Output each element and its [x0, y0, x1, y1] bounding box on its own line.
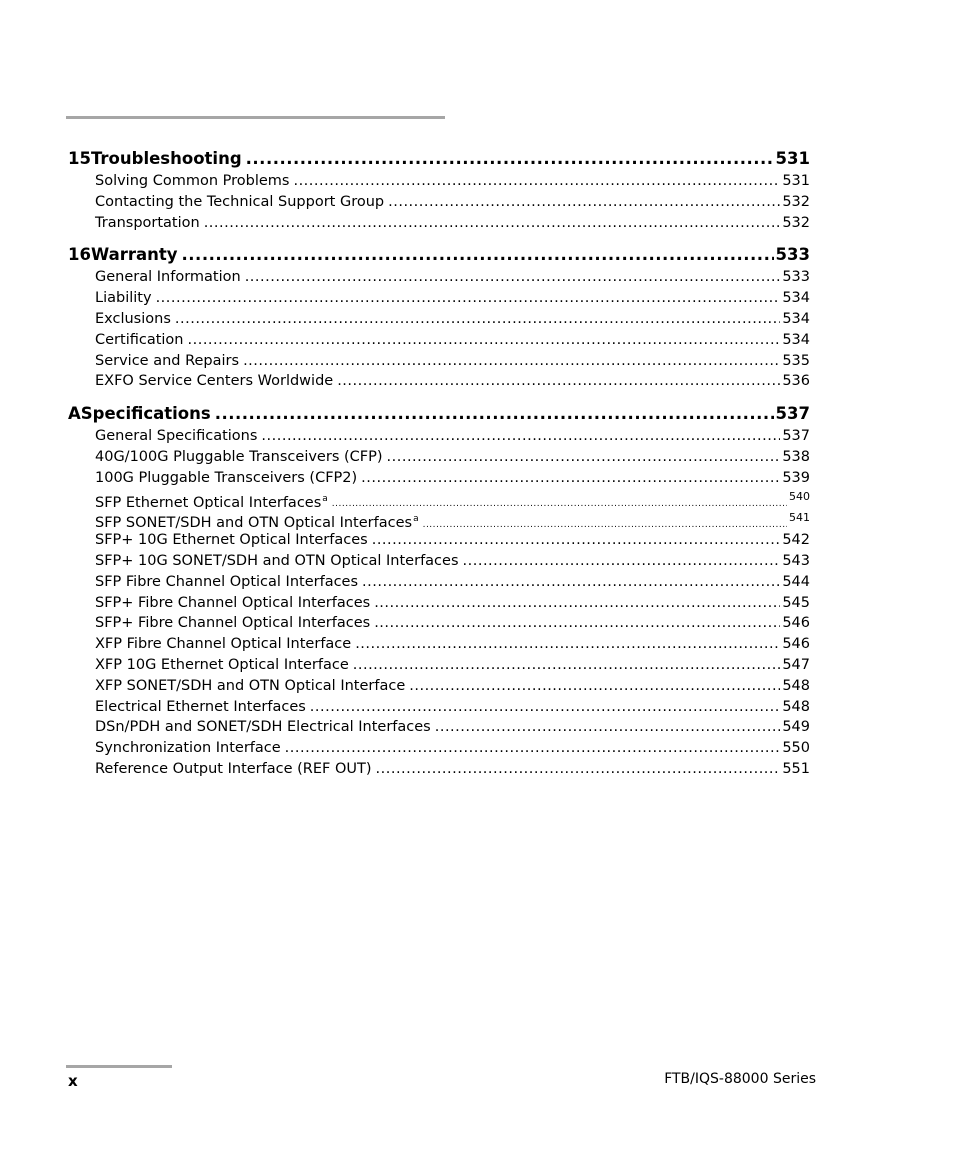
dot-leader	[374, 593, 780, 614]
dot-leader	[245, 267, 781, 288]
page-number: 534	[782, 290, 810, 307]
dot-leader	[435, 717, 781, 738]
chapter-number: 16	[68, 245, 91, 265]
page-number: 544	[782, 573, 810, 590]
dot-leader	[293, 171, 780, 192]
entry-title: Certification	[95, 331, 184, 348]
toc-entry[interactable]	[68, 759, 810, 780]
toc-chapter-heading[interactable]	[68, 147, 810, 171]
page-number: 545	[782, 594, 810, 611]
page-number: 534	[782, 331, 810, 348]
chapter-number: A	[68, 404, 81, 424]
toc-entry[interactable]	[68, 468, 810, 489]
dot-leader	[337, 371, 780, 392]
dot-leader	[156, 288, 781, 309]
page-number: 532	[782, 214, 810, 231]
dot-leader	[374, 613, 780, 634]
page-number: 537	[782, 428, 810, 445]
dot-leader	[353, 655, 781, 676]
page-number: 537	[775, 404, 810, 424]
page-number: 548	[782, 698, 810, 715]
toc-entry[interactable]	[68, 267, 810, 288]
page-number: 547	[782, 656, 810, 673]
entry-title: DSn/PDH and SONET/SDH Electrical Interfaces	[95, 719, 431, 736]
page-number: 542	[782, 532, 810, 549]
page-number: 543	[782, 552, 810, 569]
dot-leader	[246, 147, 774, 171]
toc-entry[interactable]	[68, 351, 810, 372]
dot-leader	[355, 634, 780, 655]
dot-leader	[372, 530, 781, 551]
page-number: 551	[782, 760, 810, 777]
dot-leader	[182, 243, 774, 267]
entry-title: Liability	[95, 290, 152, 307]
toc-entry[interactable]	[68, 572, 810, 593]
toc-entry[interactable]	[68, 634, 810, 655]
toc-entry[interactable]	[68, 288, 810, 309]
dot-leader	[310, 697, 781, 718]
entry-title: Reference Output Interface (REF OUT)	[95, 760, 372, 777]
page-number: 538	[782, 448, 810, 465]
toc-chapter-heading[interactable]	[68, 402, 810, 426]
dot-leader	[409, 676, 780, 697]
page-number: 546	[782, 636, 810, 653]
footer-rule	[66, 1065, 172, 1068]
dot-leader	[362, 572, 780, 593]
page-number: 535	[782, 352, 810, 369]
page-number: 534	[782, 310, 810, 327]
entry-title-text: SFP SONET/SDH and OTN Optical Interfaces	[95, 515, 413, 531]
toc-chapter-16	[68, 243, 810, 392]
page-number: 532	[782, 193, 810, 210]
toc-entry[interactable]	[68, 447, 810, 468]
toc-entry[interactable]	[68, 426, 810, 447]
entry-title: General Information	[95, 269, 241, 286]
toc-entry[interactable]	[68, 697, 810, 718]
dot-leader	[376, 759, 781, 780]
header-rule	[66, 116, 445, 119]
toc-entry[interactable]	[68, 593, 810, 614]
dot-leader	[204, 213, 781, 234]
entry-title: Electrical Ethernet Interfaces	[95, 698, 306, 715]
toc-entry[interactable]	[68, 171, 810, 192]
table-of-contents	[68, 147, 810, 790]
toc-entry[interactable]	[68, 192, 810, 213]
page-number: 539	[782, 469, 810, 486]
dot-leader	[423, 515, 787, 530]
toc-chapter-15	[68, 147, 810, 233]
toc-entry[interactable]	[68, 489, 810, 510]
toc-entry[interactable]	[68, 655, 810, 676]
entry-title: SFP+ Fibre Channel Optical Interfaces	[95, 615, 371, 632]
entry-title: XFP 10G Ethernet Optical Interface	[95, 656, 349, 673]
entry-title: EXFO Service Centers Worldwide	[95, 373, 334, 390]
page-number: 533	[782, 269, 810, 286]
page-number: 541	[789, 511, 810, 525]
entry-title: 40G/100G Pluggable Transceivers (CFP)	[95, 448, 383, 465]
toc-entry[interactable]	[68, 717, 810, 738]
page-number: 531	[775, 149, 810, 168]
toc-entry[interactable]	[68, 213, 810, 234]
entry-title: 100G Pluggable Transceivers (CFP2)	[95, 469, 358, 486]
entry-title: Synchronization Interface	[95, 740, 281, 757]
dot-leader	[261, 426, 780, 447]
dot-leader	[387, 447, 781, 468]
dot-leader	[215, 402, 774, 426]
entry-title	[95, 489, 328, 510]
toc-entry[interactable]	[68, 509, 810, 530]
footnote-marker: a	[413, 514, 419, 525]
dot-leader	[188, 330, 781, 351]
entry-title: Solving Common Problems	[95, 173, 290, 189]
page-number: 546	[782, 615, 810, 632]
entry-title: Transportation	[95, 214, 200, 231]
dot-leader	[175, 309, 780, 330]
entry-title: SFP+ 10G SONET/SDH and OTN Optical Interfaces	[95, 552, 459, 569]
entry-title: XFP SONET/SDH and OTN Optical Interface	[95, 677, 406, 694]
page-number: 548	[782, 677, 810, 694]
page-number: 536	[782, 373, 810, 390]
toc-entry[interactable]	[68, 330, 810, 351]
entry-title: SFP+ 10G Ethernet Optical Interfaces	[95, 532, 368, 549]
dot-leader	[332, 494, 787, 509]
chapter-title: Troubleshooting	[90, 149, 242, 168]
toc-chapter-heading[interactable]	[68, 243, 810, 267]
entry-title: XFP Fibre Channel Optical Interface	[95, 636, 352, 653]
page-number: 531	[782, 173, 810, 189]
page-number: 549	[782, 719, 810, 736]
toc-entry[interactable]	[68, 738, 810, 759]
entry-title	[95, 509, 419, 530]
chapter-title: Warranty	[90, 245, 178, 265]
toc-entry[interactable]	[68, 676, 810, 697]
footnote-marker: a	[322, 493, 328, 504]
entry-title: Contacting the Technical Support Group	[95, 193, 385, 210]
chapter-number: 15	[68, 149, 91, 168]
footer-product-name: FTB/IQS-88000 Series	[664, 1071, 816, 1087]
chapter-title: Specifications	[80, 404, 211, 424]
dot-leader	[463, 551, 781, 572]
dot-leader	[285, 738, 781, 759]
toc-entry[interactable]	[68, 371, 810, 392]
entry-title: Exclusions	[95, 310, 171, 327]
dot-leader	[388, 192, 780, 213]
entry-title: SFP Fibre Channel Optical Interfaces	[95, 573, 359, 590]
toc-entry[interactable]	[68, 613, 810, 634]
toc-entry[interactable]	[68, 530, 810, 551]
entry-title: SFP+ Fibre Channel Optical Interfaces	[95, 594, 371, 611]
entry-title: General Specifications	[95, 428, 258, 445]
dot-leader	[361, 468, 780, 489]
page-number: 533	[775, 245, 810, 265]
toc-entry[interactable]	[68, 551, 810, 572]
page-number: 550	[782, 740, 810, 757]
dot-leader	[243, 351, 780, 372]
toc-chapter-a	[68, 402, 810, 780]
entry-title-text: SFP Ethernet Optical Interfaces	[95, 494, 322, 510]
entry-title: Service and Repairs	[95, 352, 240, 369]
footer-page-number: x	[68, 1072, 78, 1090]
toc-entry[interactable]	[68, 309, 810, 330]
page-number: 540	[789, 490, 810, 504]
